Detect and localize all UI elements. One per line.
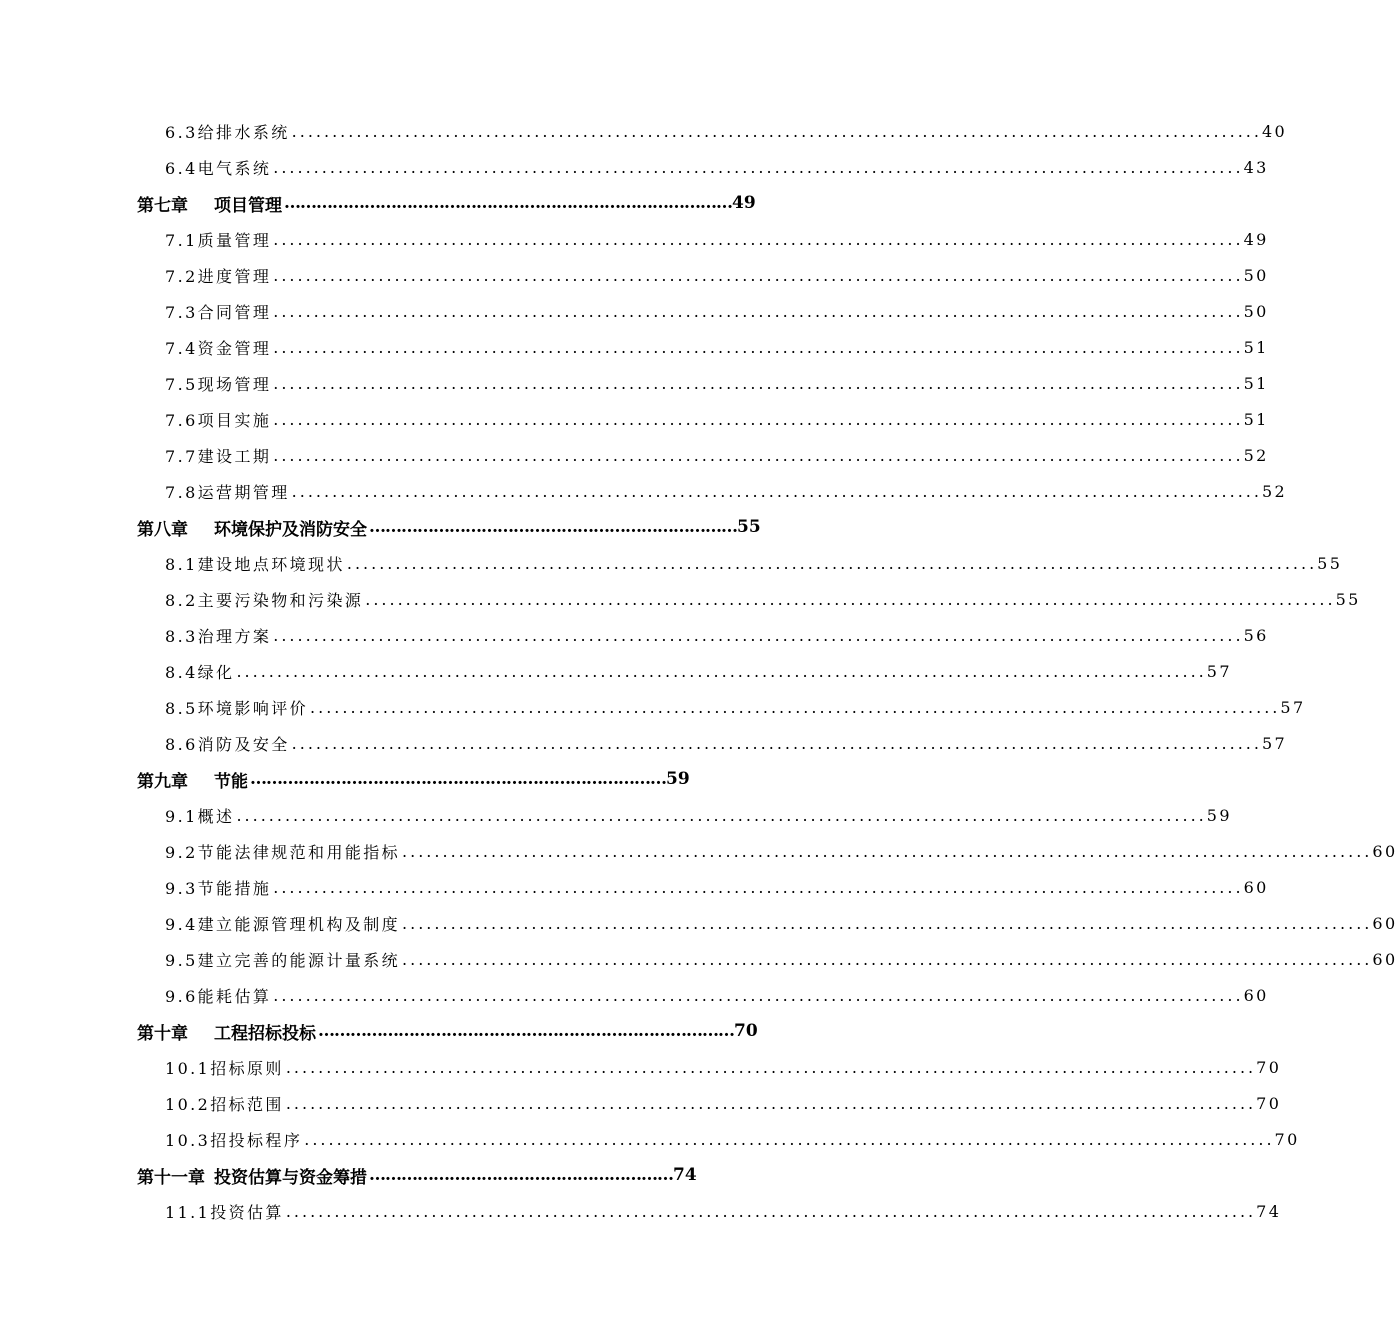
toc-entry-page: 57 xyxy=(1261,733,1288,753)
toc-chapter[interactable] xyxy=(0,1013,950,1049)
toc-entry[interactable] xyxy=(0,473,1288,509)
toc-entry-page: 60 xyxy=(1372,949,1398,969)
toc-entry-page: 50 xyxy=(1243,301,1269,321)
dot-leader: ........................................................................................................................ xyxy=(402,949,1373,969)
toc-entry-page: 70 xyxy=(1256,1093,1282,1113)
dot-leader: ........................................................................................................................ xyxy=(273,373,1244,393)
toc-entry-title: 11.1投资估算 xyxy=(165,1202,284,1222)
toc-entry-title: 8.5环境影响评价 xyxy=(165,698,309,718)
dot-leader: ………………………………………………………………………… xyxy=(284,193,732,213)
toc-entry-page: 51 xyxy=(1243,337,1269,357)
toc-entry[interactable] xyxy=(0,1121,1300,1157)
toc-entry-page: 60 xyxy=(1243,877,1269,897)
toc-entry-title: 7.8运营期管理 xyxy=(165,482,290,502)
chapter-page: 59 xyxy=(666,769,690,789)
dot-leader: ........................................................................................................................ xyxy=(402,841,1373,861)
toc-entry[interactable] xyxy=(0,401,1269,437)
chapter-title: 项目管理 xyxy=(214,195,282,216)
toc-entry-page: 60 xyxy=(1243,985,1269,1005)
toc-entry[interactable] xyxy=(0,293,1269,329)
toc-chapter[interactable] xyxy=(0,1157,950,1193)
dot-leader: ........................................................................................................................ xyxy=(346,553,1318,573)
dot-leader: ........................................................................................................................ xyxy=(273,625,1244,645)
toc-entry-title: 9.6能耗估算 xyxy=(165,986,272,1006)
toc-entry-page: 60 xyxy=(1372,913,1398,933)
toc-entry-title: 7.7建设工期 xyxy=(165,446,272,466)
chapter-title: 投资估算与资金筹措 xyxy=(214,1167,367,1188)
toc-entry-page: 51 xyxy=(1243,373,1269,393)
toc-entry-title: 10.1招标原则 xyxy=(165,1058,284,1078)
toc-entry[interactable] xyxy=(0,545,1343,581)
toc-entry-page: 40 xyxy=(1261,121,1288,141)
toc-entry[interactable] xyxy=(0,113,1288,149)
toc-entry-title: 6.3给排水系统 xyxy=(165,122,290,142)
toc-entry-page: 57 xyxy=(1206,661,1232,681)
dot-leader: ........................................................................................................................ xyxy=(273,157,1244,177)
dot-leader: ........................................................................................................................ xyxy=(291,121,1262,141)
chapter-title: 工程招标投标 xyxy=(214,1023,316,1044)
dot-leader: ........................................................................................................................ xyxy=(310,697,1281,717)
dot-leader: ........................................................................................................................ xyxy=(285,1201,1257,1221)
toc-entry-title: 10.2招标范围 xyxy=(165,1094,284,1114)
toc-entry[interactable] xyxy=(0,689,1306,725)
dot-leader: …………………………………………………………………… xyxy=(318,1021,734,1041)
dot-leader: ........................................................................................................................ xyxy=(273,409,1244,429)
chapter-page: 74 xyxy=(673,1165,697,1185)
toc-entry-page: 55 xyxy=(1335,589,1361,609)
toc-entry-page: 55 xyxy=(1317,553,1343,573)
toc-entry-title: 10.3招投标程序 xyxy=(165,1130,303,1150)
toc-entry-page: 60 xyxy=(1372,841,1398,861)
toc-entry-title: 8.3治理方案 xyxy=(165,626,272,646)
toc-entry[interactable] xyxy=(0,221,1269,257)
chapter-number: 第九章 xyxy=(137,771,188,792)
toc-entry[interactable] xyxy=(0,1049,1282,1085)
dot-leader: ........................................................................................................................ xyxy=(273,265,1244,285)
chapter-number: 第十章 xyxy=(137,1023,188,1044)
toc-entry-title: 9.4建立能源管理机构及制度 xyxy=(165,914,401,934)
toc-entry[interactable] xyxy=(0,1085,1282,1121)
dot-leader: ........................................................................................................................ xyxy=(236,661,1207,681)
dot-leader: ........................................................................................................................ xyxy=(291,481,1262,501)
toc-entry[interactable] xyxy=(0,437,1269,473)
toc-entry[interactable] xyxy=(0,653,1232,689)
toc-entry[interactable] xyxy=(0,149,1269,185)
dot-leader: ........................................................................................................................ xyxy=(402,913,1373,933)
toc-entry-title: 7.3合同管理 xyxy=(165,302,272,322)
toc-entry-page: 56 xyxy=(1243,625,1269,645)
toc-entry[interactable] xyxy=(0,1193,1282,1229)
dot-leader: …………………………………………………………… xyxy=(369,517,737,537)
chapter-number: 第十一章 xyxy=(137,1167,205,1188)
dot-leader: ........................................................................................................................ xyxy=(273,229,1244,249)
toc-entry-page: 57 xyxy=(1280,697,1306,717)
toc-entry-title: 9.3节能措施 xyxy=(165,878,272,898)
dot-leader: ........................................................................................................................ xyxy=(273,337,1244,357)
toc-chapter[interactable] xyxy=(0,761,950,797)
toc-entry-title: 9.5建立完善的能源计量系统 xyxy=(165,950,401,970)
toc-entry-title: 8.2主要污染物和污染源 xyxy=(165,590,364,610)
toc-entry-page: 43 xyxy=(1243,157,1269,177)
toc-entry-page: 51 xyxy=(1243,409,1269,429)
chapter-page: 49 xyxy=(732,193,756,213)
toc-entry[interactable] xyxy=(0,941,1398,977)
toc-entry-title: 9.1概述 xyxy=(165,806,235,826)
toc-entry-page: 74 xyxy=(1256,1201,1282,1221)
dot-leader: ........................................................................................................................ xyxy=(285,1057,1257,1077)
toc-entry-title: 7.1质量管理 xyxy=(165,230,272,250)
toc-entry-title: 9.2节能法律规范和用能指标 xyxy=(165,842,401,862)
toc-entry-page: 50 xyxy=(1243,265,1269,285)
toc-entry-title: 7.6项目实施 xyxy=(165,410,272,430)
chapter-number: 第八章 xyxy=(137,519,188,540)
toc-chapter[interactable] xyxy=(0,185,950,221)
toc-entry[interactable] xyxy=(0,869,1269,905)
toc-entry[interactable] xyxy=(0,329,1269,365)
toc-entry[interactable] xyxy=(0,581,1361,617)
toc-entry-title: 7.4资金管理 xyxy=(165,338,272,358)
toc-entry-title: 7.5现场管理 xyxy=(165,374,272,394)
dot-leader: ........................................................................................................................ xyxy=(273,877,1244,897)
toc-entry[interactable] xyxy=(0,905,1398,941)
chapter-title: 环境保护及消防安全 xyxy=(214,519,367,540)
dot-leader: ........................................................................................................................ xyxy=(291,733,1262,753)
toc-entry[interactable] xyxy=(0,797,1232,833)
toc-entry-page: 52 xyxy=(1261,481,1288,501)
toc-entry-page: 70 xyxy=(1256,1057,1282,1077)
toc-entry-page: 59 xyxy=(1206,805,1232,825)
toc-entry[interactable] xyxy=(0,725,1288,761)
chapter-page: 70 xyxy=(734,1021,758,1041)
toc-entry[interactable] xyxy=(0,617,1269,653)
dot-leader: ........................................................................................................................ xyxy=(285,1093,1257,1113)
dot-leader: ………………………………………………… xyxy=(369,1165,673,1185)
dot-leader: ........................................................................................................................ xyxy=(273,985,1244,1005)
chapter-number: 第七章 xyxy=(137,195,188,216)
toc-entry[interactable] xyxy=(0,833,1398,869)
toc-entry-page: 49 xyxy=(1243,229,1269,249)
dot-leader: ........................................................................................................................ xyxy=(365,589,1336,609)
toc-entry-page: 70 xyxy=(1274,1129,1300,1149)
chapter-page: 55 xyxy=(737,517,761,537)
toc-entry[interactable] xyxy=(0,365,1269,401)
toc-entry[interactable] xyxy=(0,257,1269,293)
toc-entry-title: 7.2进度管理 xyxy=(165,266,272,286)
chapter-title: 节能 xyxy=(214,771,248,792)
toc-entry[interactable] xyxy=(0,977,1269,1013)
toc-entry-page: 52 xyxy=(1243,445,1269,465)
dot-leader: ........................................................................................................................ xyxy=(273,301,1244,321)
toc-entry-title: 8.4绿化 xyxy=(165,662,235,682)
dot-leader: ........................................................................................................................ xyxy=(273,445,1244,465)
toc-entry-title: 6.4电气系统 xyxy=(165,158,272,178)
dot-leader: ........................................................................................................................ xyxy=(304,1129,1275,1149)
dot-leader: …………………………………………………………………… xyxy=(250,769,666,789)
dot-leader: ........................................................................................................................ xyxy=(236,805,1207,825)
toc-entry-title: 8.1建设地点环境现状 xyxy=(165,554,345,574)
table-of-contents xyxy=(0,113,1398,1229)
toc-entry-title: 8.6消防及安全 xyxy=(165,734,290,754)
toc-chapter[interactable] xyxy=(0,509,950,545)
